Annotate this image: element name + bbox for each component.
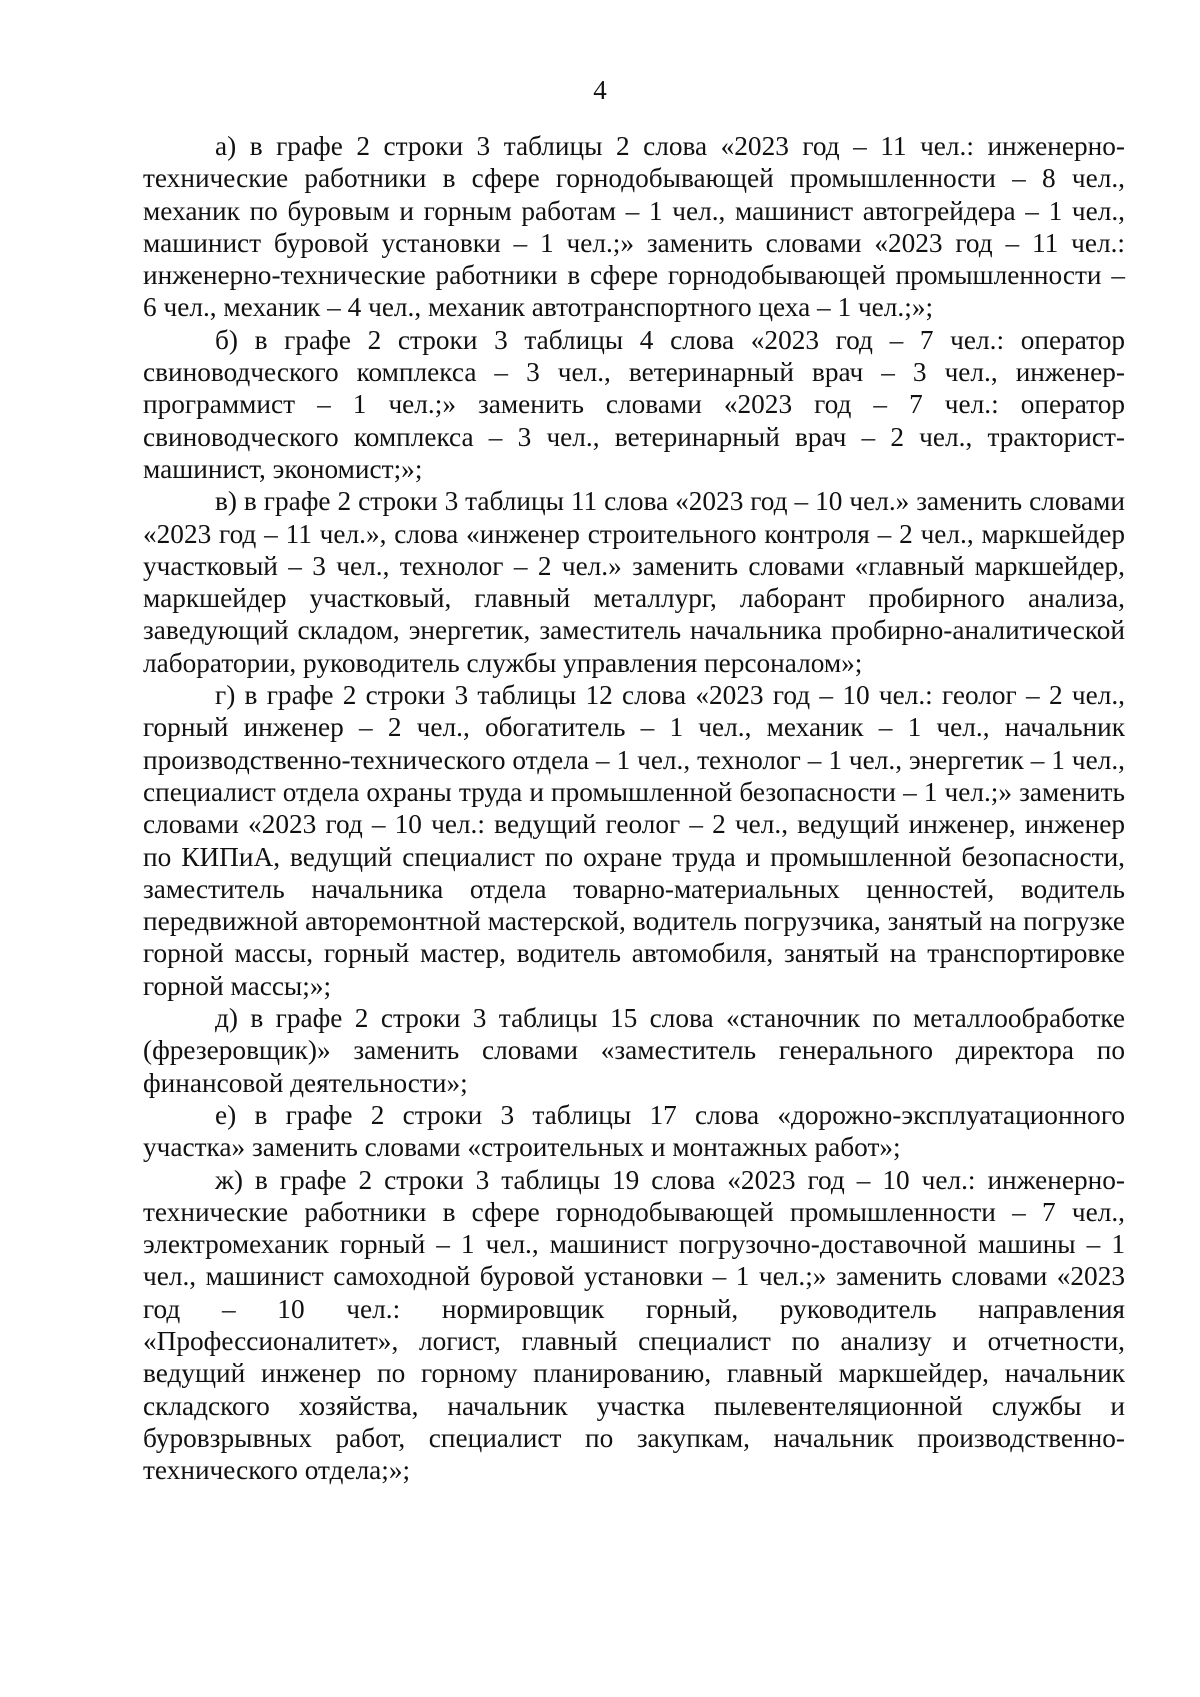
paragraph-g: г) в графе 2 строки 3 таблицы 12 слова «2023 год – 10 чел.: геолог – 2 чел., горный инженер – 2 чел., обогатитель – 1 чел., механик – 1 чел., начальник производственно-технического отдела – 1 чел., технолог – 1 чел., энергетик – 1 чел., специалист отдела охраны труда и промышленной безопасности – 1 чел.;» заменить словами «2023 год – 10 чел.: ведущий геолог – 2 чел., ведущий инженер, инженер по КИПиА, ведущий специалист по охране труда и промышленной безопасности, заместитель начальника отдела товарно-материальных ценностей, водитель передвижной авторемонтной мастерской, водитель погрузчика, занятый на погрузке горной массы, горный мастер, водитель автомобиля, занятый на транспортировке горной массы;»; [143, 680, 1125, 1001]
paragraph-v: в) в графе 2 строки 3 таблицы 11 слова «2023 год – 10 чел.» заменить словами «2023 год – 11 чел.», слова «инженер строительного контроля – 2 чел., маркшейдер участковый – 3 чел., технолог – 2 чел.» заменить словами «главный маркшейдер, маркшейдер участковый, главный металлург, лаборант пробирного анализа, заведующий складом, энергетик, заместитель начальника пробирно-аналитической лаборатории, руководитель службы управления персоналом»; [143, 486, 1125, 678]
paragraph-zh: ж) в графе 2 строки 3 таблицы 19 слова «2023 год – 10 чел.: инженерно-технические работники в сфере горнодобывающей промышленности – 7 чел., электромеханик горный – 1 чел., машинист погрузочно-доставочной машины – 1 чел., машинист самоходной буровой установки – 1 чел.;» заменить словами «2023 год – 10 чел.: нормировщик горный, руководитель направления «Профессионалитет», логист, главный специалист по анализу и отчетности, ведущий инженер по горному планированию, главный маркшейдер, начальник складского хозяйства, начальник участка пылевентеляционной службы и буровзрывных работ, специалист по закупкам, начальник производственно-технического отдела;»; [143, 1164, 1125, 1486]
paragraph-e: е) в графе 2 строки 3 таблицы 17 слова «дорожно-эксплуатационного участка» заменить словами «строительных и монтажных работ»; [143, 1099, 1125, 1163]
paragraph-a: а) в графе 2 строки 3 таблицы 2 слова «2023 год – 11 чел.: инженерно-технические работники в сфере горнодобывающей промышленности – 8 чел., механик по буровым и горным работам – 1 чел., машинист автогрейдера – 1 чел., машинист буровой установки – 1 чел.;» заменить словами «2023 год – 11 чел.: инженерно-технические работники в сфере горнодобывающей промышленности – 6 чел., механик – 4 чел., механик автотранспортного цеха – 1 чел.;»; [143, 131, 1125, 323]
page-number: 4 [593, 75, 607, 105]
paragraph-d: д) в графе 2 строки 3 таблицы 15 слова «станочник по металлообработке (фрезеровщик)» заменить словами «заместитель генерального директора по финансовой деятельности»; [143, 1003, 1125, 1098]
document-body [143, 130, 1125, 1486]
paragraph-b: б) в графе 2 строки 3 таблицы 4 слова «2023 год – 7 чел.: оператор свиноводческого комплекса – 3 чел., ветеринарный врач – 3 чел., инженер-программист – 1 чел.;» заменить словами «2023 год – 7 чел.: оператор свиноводческого комплекса – 3 чел., ветеринарный врач – 2 чел., тракторист-машинист, экономист;»; [143, 324, 1125, 484]
